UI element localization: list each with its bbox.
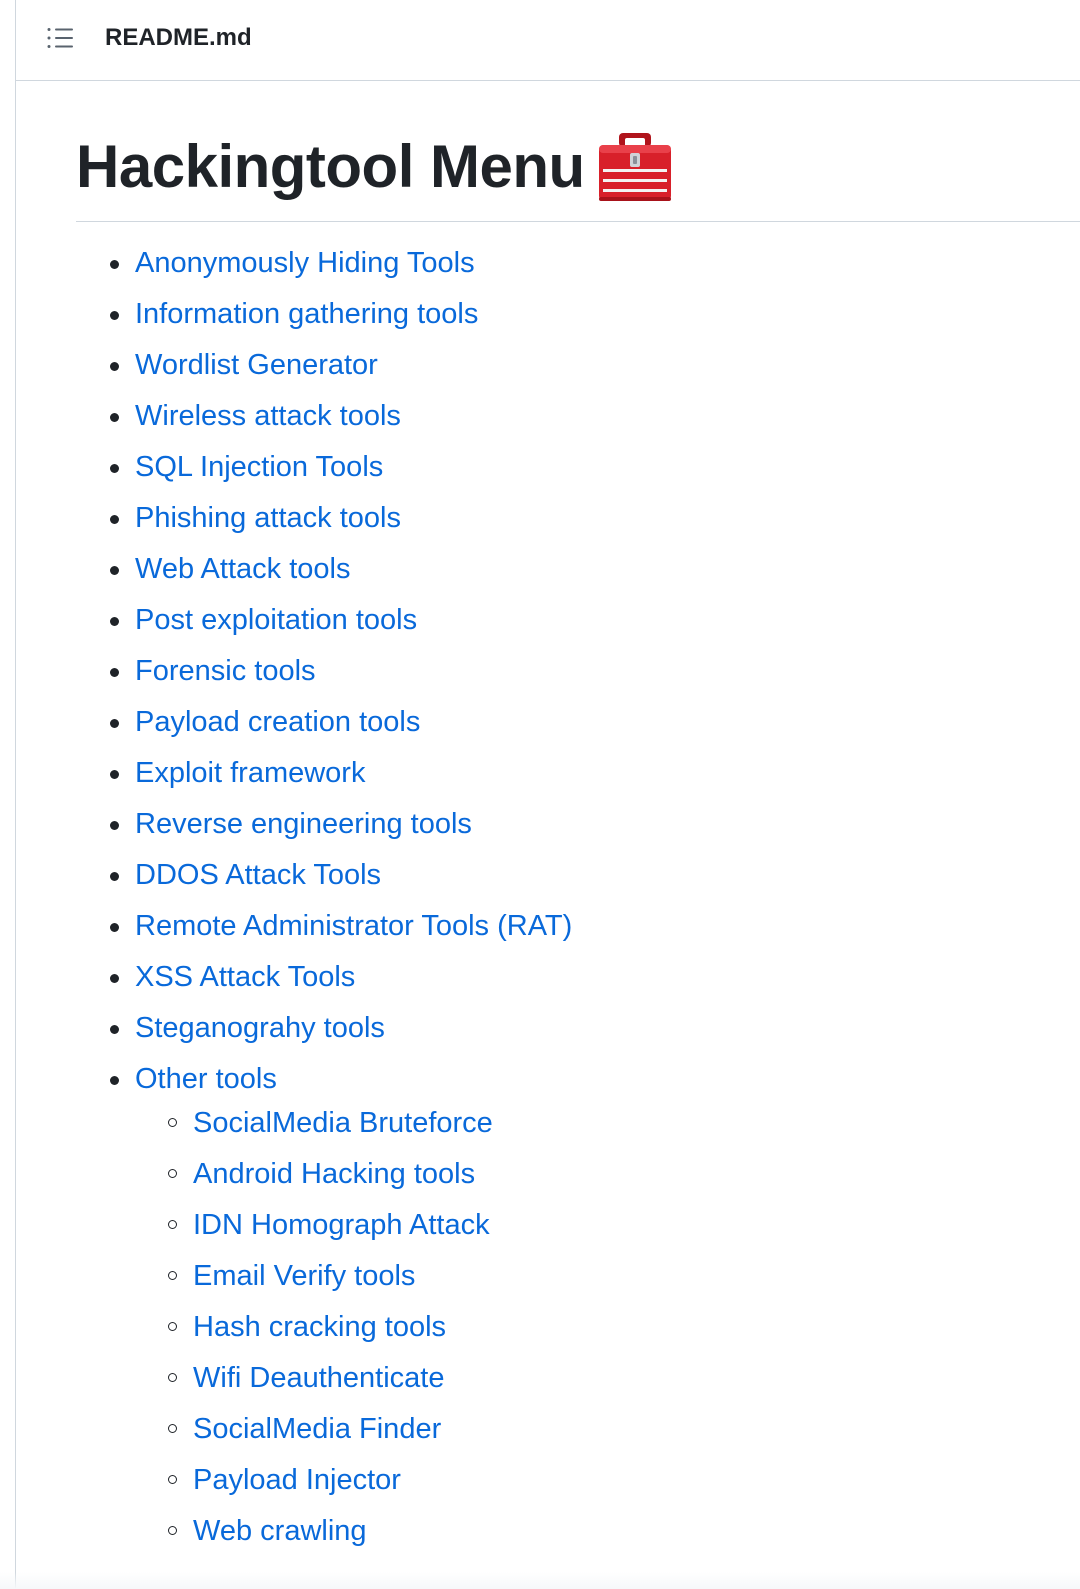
- menu-link-sql-injection-tools[interactable]: SQL Injection Tools: [135, 451, 384, 483]
- sub-list-item: [135, 1410, 572, 1461]
- menu-link-web-attack-tools[interactable]: Web Attack tools: [135, 553, 351, 585]
- sub-list-item: [135, 1512, 572, 1563]
- list-item: [76, 550, 572, 601]
- title-row: [76, 131, 1080, 222]
- list-item: [76, 499, 572, 550]
- file-name: README.md: [105, 24, 252, 51]
- list-item: [76, 1009, 572, 1060]
- menu-link-wireless-attack-tools[interactable]: Wireless attack tools: [135, 400, 401, 432]
- other-tools-sublist: [135, 1104, 572, 1563]
- menu-link-payload-injector[interactable]: Payload Injector: [193, 1464, 401, 1496]
- list-item: [76, 244, 572, 295]
- list-item: [76, 346, 572, 397]
- list-item: [76, 805, 572, 856]
- list-item: [76, 856, 572, 907]
- menu-link-android-hacking-tools[interactable]: Android Hacking tools: [193, 1158, 476, 1190]
- sub-list-item: [135, 1155, 572, 1206]
- list-item: [76, 397, 572, 448]
- menu-link-forensic-tools[interactable]: Forensic tools: [135, 655, 316, 687]
- menu-link-payload-creation-tools[interactable]: Payload creation tools: [135, 706, 421, 738]
- menu-link-anonymously-hiding-tools[interactable]: Anonymously Hiding Tools: [135, 247, 475, 279]
- menu-link-idn-homograph-attack[interactable]: IDN Homograph Attack: [193, 1209, 490, 1241]
- menu-link-hash-cracking-tools[interactable]: Hash cracking tools: [193, 1311, 447, 1343]
- list-item: [76, 907, 572, 958]
- menu-link-email-verify-tools[interactable]: Email Verify tools: [193, 1260, 416, 1292]
- menu-link-socialmedia-finder[interactable]: SocialMedia Finder: [193, 1413, 442, 1445]
- menu-link-post-exploitation-tools[interactable]: Post exploitation tools: [135, 604, 418, 636]
- sub-list-item: [135, 1206, 572, 1257]
- sub-list-item: [135, 1257, 572, 1308]
- menu-link-socialmedia-bruteforce[interactable]: SocialMedia Bruteforce: [193, 1107, 493, 1139]
- tools-menu-list: [76, 244, 572, 1563]
- list-unordered-icon: [46, 26, 74, 50]
- file-header: [16, 0, 1080, 81]
- menu-link-wifi-deauthenticate[interactable]: Wifi Deauthenticate: [193, 1362, 445, 1394]
- page-title-text: Hackingtool Menu: [76, 133, 585, 200]
- list-item: [76, 1060, 572, 1563]
- list-item: [76, 754, 572, 805]
- menu-link-web-crawling[interactable]: Web crawling: [193, 1515, 367, 1547]
- list-item: [76, 601, 572, 652]
- menu-link-reverse-engineering-tools[interactable]: Reverse engineering tools: [135, 808, 472, 840]
- list-item: [76, 652, 572, 703]
- menu-link-information-gathering-tools[interactable]: Information gathering tools: [135, 298, 479, 330]
- toolbox-icon: [597, 131, 673, 203]
- sub-list-item: [135, 1308, 572, 1359]
- menu-link-exploit-framework[interactable]: Exploit framework: [135, 757, 366, 789]
- menu-link-steganograhy-tools[interactable]: Steganograhy tools: [135, 1012, 385, 1044]
- menu-link-remote-administrator-tools[interactable]: Remote Administrator Tools (RAT): [135, 910, 573, 942]
- menu-link-ddos-attack-tools[interactable]: DDOS Attack Tools: [135, 859, 382, 891]
- menu-link-phishing-attack-tools[interactable]: Phishing attack tools: [135, 502, 401, 534]
- menu-link-xss-attack-tools[interactable]: XSS Attack Tools: [135, 961, 356, 993]
- list-item: [76, 295, 572, 346]
- menu-link-wordlist-generator[interactable]: Wordlist Generator: [135, 349, 378, 381]
- bottom-edge-shadow: [0, 1572, 1080, 1589]
- readme-panel: [15, 0, 1080, 1589]
- list-item: [76, 448, 572, 499]
- page-title: [76, 131, 673, 203]
- sub-list-item: [135, 1359, 572, 1410]
- list-item: [76, 958, 572, 1009]
- menu-link-other-tools[interactable]: Other tools: [135, 1063, 277, 1095]
- sub-list-item: [135, 1461, 572, 1512]
- table-of-contents-button[interactable]: [42, 22, 78, 54]
- sub-list-item: [135, 1104, 572, 1155]
- list-item: [76, 703, 572, 754]
